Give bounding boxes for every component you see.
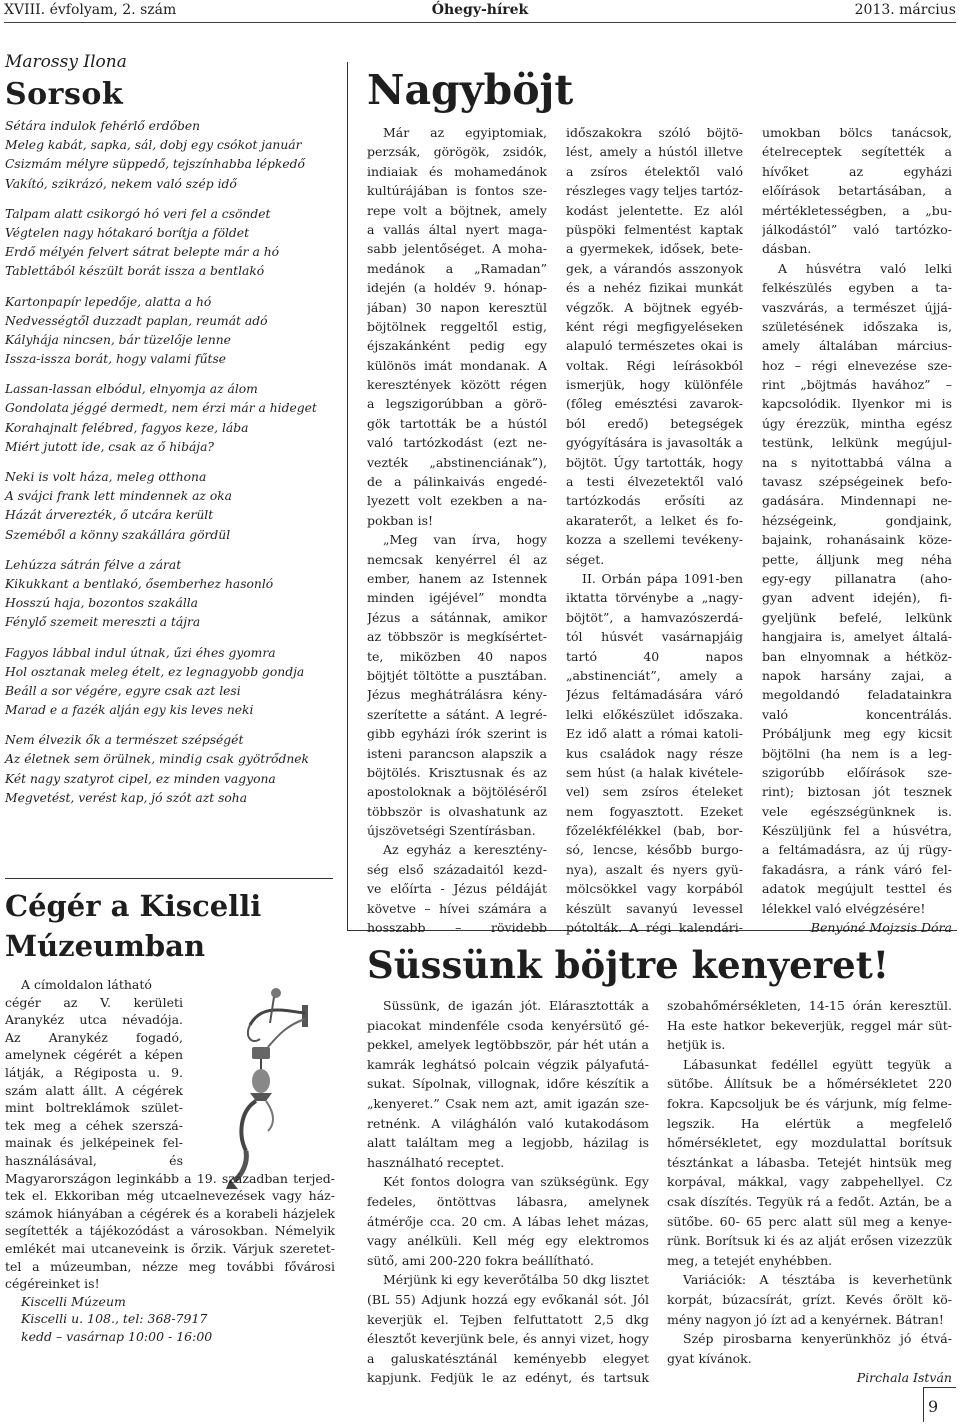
text-line: ség első századaitól kezd- xyxy=(367,861,547,877)
text-line: fedeles, öntöttvas lábasra, amelynek xyxy=(367,1193,649,1209)
ceger-text-line: Az Aranykéz fogadó, xyxy=(5,1029,183,1045)
text-line: jálkodástól” való tartózko- xyxy=(762,221,952,237)
poem-line: Tablettából készült borát issza a bentlakó xyxy=(5,264,265,279)
poem-stanza xyxy=(5,205,335,282)
box-left-border xyxy=(347,62,348,931)
text-line: gadására. Mindennapi ne- xyxy=(762,493,952,509)
ceger-text-line: A címoldalon látható xyxy=(21,977,152,992)
text-line: sukat. Sípolnak, villognak, időre készítik a xyxy=(367,1076,649,1092)
poem-line: Fénylő szemeit mereszti a tájra xyxy=(5,615,201,630)
ceger-text-line: cégér az V. kerületi xyxy=(5,994,183,1010)
text-line: iktatta törvénybe a „nagy- xyxy=(566,590,743,606)
text-line: korpával, mákkal, vagy zabpehellyel. Cz xyxy=(667,1174,952,1190)
ceger-article-title xyxy=(5,886,261,966)
ceger-title-line-1: Cégér a Kiscelli xyxy=(5,889,262,923)
poem-line: Végtelen nagy hótakaró borítja a földet xyxy=(5,225,250,240)
poem-line: Az életnek sem örülnek, mindig csak gyötrődnek xyxy=(5,752,309,767)
text-line: gyógyítására is javasolták a xyxy=(566,435,743,451)
text-line: kozza a szellemi tevékeny- xyxy=(566,532,743,548)
text-line: indiaiak és mohamedánok xyxy=(367,163,547,179)
text-line: végzők. A böjtnek egyéb- xyxy=(566,299,743,315)
text-line: vezték „abstinenciának”), xyxy=(367,454,547,470)
ceger-text-line: használásával, és xyxy=(5,1152,183,1168)
ceger-text-line: cégéreinket is! xyxy=(5,1276,100,1292)
poem-line: Sétára indulok fehérlő erdőben xyxy=(5,119,201,133)
text-line: a vallás által nyert maga- xyxy=(367,221,547,237)
text-line: hangjaira is, amelyet általá- xyxy=(762,629,952,645)
poem-line: Két nagy szatyrot cipel, ez minden vagyona xyxy=(5,771,276,786)
text-line: szigorúbb előírások sze- xyxy=(762,764,952,780)
text-line: ban elnyomnak a hétköz- xyxy=(762,648,952,664)
text-line: „abstinenciát”, amely a xyxy=(566,667,743,683)
text-line: (főleg emésztési zavarok- xyxy=(566,396,743,412)
text-line: „Meg van írva, hogy xyxy=(383,532,547,548)
text-line: ve előírta - Jézus példáját xyxy=(367,881,547,897)
text-line: Süssünk, de igazán jót. Elárasztották a xyxy=(383,998,649,1013)
section-divider xyxy=(5,878,333,879)
text-line: Variációk: A tésztába is keverhetünk xyxy=(683,1272,952,1288)
text-line: kapcsolódik. Ilyenkor mi is xyxy=(762,396,952,412)
text-line: tartózkodás erősíti az xyxy=(566,493,743,509)
volume-issue: XVIII. évfolyam, 2. szám xyxy=(4,2,177,18)
museum-address: Kiscelli u. 108., tel: 368-7917 xyxy=(21,1311,208,1327)
ceger-text-line: Magyarországon leginkább a 19. században terjed- xyxy=(5,1170,335,1186)
text-line: korpát, búzacsírát, grízt. Kevés őrölt kö- xyxy=(667,1291,952,1307)
text-line: hetjük is. xyxy=(667,1037,726,1053)
text-line: való tartózkodást (ezt ne- xyxy=(367,435,547,451)
poem-stanza xyxy=(5,117,335,194)
text-line: isteni parancson alapszik a xyxy=(367,745,547,761)
text-line: tavasz szépségeinek befo- xyxy=(762,474,952,490)
poem-line: Házát árverezték, ő utcára került xyxy=(5,508,214,523)
poem-line: Korahajnalt felébred, fagyos keze, lába xyxy=(5,420,249,435)
text-line: idején (a holdév 9. hónap- xyxy=(367,280,547,296)
text-line: sütőbe. Állítsuk be a hőmérsékletet 220 xyxy=(667,1076,952,1092)
text-line: időszakokra szóló böjtö- xyxy=(566,125,743,140)
text-line: rint „böjtmás havához” – xyxy=(762,377,952,393)
text-line: újszövetségi Szentírásban. xyxy=(367,823,536,839)
text-line: sabb jelentőséget. A moha- xyxy=(367,241,547,257)
poem-line: Marad e a fazék alján egy kis leves neki xyxy=(5,703,254,718)
text-line: de a pálinkaivás engedé- xyxy=(367,474,547,490)
poem-stanza xyxy=(5,293,335,370)
text-line: nya), aszalt és nyers gyü- xyxy=(566,861,743,877)
text-line: ból eredő) betegségek xyxy=(566,415,743,431)
text-line: bajaink, rohanásaink köze- xyxy=(762,532,952,548)
text-line: élesztőt keverjünk bele, és annyi vizet, hogy xyxy=(367,1331,649,1347)
text-line: felkészülés egyben a ta- xyxy=(762,280,952,296)
text-line: böjtöt”, a hamvazószerdá- xyxy=(566,609,743,625)
text-line: fakadásra, a ránk váró fel- xyxy=(762,861,952,877)
poem-line: Meleg kabát, sapka, sál, dobj egy csókot január xyxy=(5,138,302,153)
ceger-text-line: segítették a tájékozódást a városokban. Némelyik xyxy=(5,1223,335,1239)
text-line: pótolták. A régi kalendári- xyxy=(566,920,743,936)
ceger-text-line: tek el. Ekkoriban még utcaelnevezések vagy ház- xyxy=(5,1188,335,1204)
text-line: amely általában március- xyxy=(762,338,952,354)
text-line: kus családok nagy része xyxy=(566,745,743,761)
text-line: a feltámadásra, az új rügy- xyxy=(762,842,952,858)
ceger-text-line: mint boltreklámok szület- xyxy=(5,1100,183,1116)
text-line: szobahőmérsékleten, 14-15 órán keresztül. xyxy=(667,998,952,1013)
poem-line: Nedvességtől duzzadt paplan, reumát adó xyxy=(5,313,268,328)
text-line: úgy érezzük, mintha egész xyxy=(762,415,952,431)
text-line: Jézus meghátrálásra kény- xyxy=(367,687,547,703)
nagybojt-title: Nagyböjt xyxy=(367,66,574,114)
text-line: repe volt a böjtnek, amely xyxy=(367,202,547,218)
ceger-title-line-2: Múzeumban xyxy=(5,929,206,963)
poem-line: Vakító, szikrázó, nekem való szép idő xyxy=(5,176,237,191)
ceger-text-line: mainak és jelképeinek fel- xyxy=(5,1135,183,1151)
text-line: medánok a „Ramadan” xyxy=(367,260,547,276)
ceger-text-line: tel a múzeumban, nézze meg további fővárosi xyxy=(5,1258,335,1274)
text-line: a galuskatésztánál keményebb elegyet xyxy=(367,1350,649,1366)
text-line: Jézus a sátánnak, amikor xyxy=(367,609,547,625)
text-line: nem fogyasztott. Ezeket xyxy=(566,803,743,819)
text-line: legszik. Ha elértük a megfelelő xyxy=(667,1115,952,1131)
text-line: Szép pirosbarna kenyerünkhöz jó étvá- xyxy=(683,1331,952,1347)
text-line: kapjunk. Fedjük le az edényt, és tartsuk xyxy=(367,1370,649,1386)
text-line: főzelékfélékkel (bab, bor- xyxy=(566,823,743,839)
text-line: kamrák leghátsó polcain végzik pályafutá- xyxy=(367,1056,649,1072)
text-line: na s nyitottabbá válna a xyxy=(762,454,952,470)
poem-stanza xyxy=(5,380,335,457)
poem-line: A svájci frank lett mindennek az oka xyxy=(5,489,233,504)
text-line: lelki előkészület időszaka. xyxy=(566,706,743,722)
text-line: pette, álljunk meg néha xyxy=(762,551,952,567)
text-line: sütőbe. 60- 65 perc alatt sül meg a kenye- xyxy=(667,1213,952,1229)
sussunk-column-1 xyxy=(367,996,649,1388)
text-line: séget. xyxy=(566,551,605,567)
text-line: egy-egy pillanatra (aho- xyxy=(762,570,952,586)
ceger-text-line: emlékét mai utcaneveink is őrzik. Várjuk szeretet- xyxy=(5,1240,335,1256)
text-line: II. Orbán pápa 1091-ben xyxy=(582,570,743,586)
poem-stanza xyxy=(5,468,335,545)
text-line: a zsíros ételektől való xyxy=(566,163,743,179)
text-line: Próbáljunk meg egy kicsit xyxy=(762,726,952,742)
text-line: szerítette a sátánt. A legré- xyxy=(367,706,547,722)
text-line: tartó 40 napos xyxy=(566,648,743,664)
text-line: tól húsvét vasárnapjáig xyxy=(566,629,743,645)
page-number-border-vertical xyxy=(923,1387,924,1422)
text-line: „kenyeret.” Csak nem azt, amit igazán sze- xyxy=(367,1095,649,1111)
text-line: piacokat mindenféle csoda kenyérsütő gé- xyxy=(367,1017,649,1033)
text-line: só, lencse, később burgo- xyxy=(566,842,743,858)
text-line: alapuló természetes okai is xyxy=(566,338,743,354)
text-line: sütő, ami 200-220 fokra beállítható. xyxy=(367,1252,594,1268)
text-line: pekkel, amelyek legtöbbször, pár hét után a xyxy=(367,1037,649,1053)
text-line: gyeljünk befelé, lelkünk xyxy=(762,609,952,625)
poem-line: Lassan-lassan elbódul, elnyomja az álom xyxy=(5,382,258,397)
text-line: A húsvétra való lelki xyxy=(778,260,952,276)
text-line: mény nagyon jó ízt ad a kenyérnek. Bátran! xyxy=(667,1311,944,1327)
poem-stanza xyxy=(5,556,335,633)
text-line: akaraterőt, a lelket és fo- xyxy=(566,512,743,528)
ceger-text-line: szám alatt állt. A cégérek xyxy=(5,1082,183,1098)
text-line: születésének időszaka is, xyxy=(762,318,952,334)
text-line: lélekkel való elvégzésére! xyxy=(762,900,926,916)
text-line: lyezett volt ezekben a na- xyxy=(367,493,547,509)
text-line: meg, a tetejét enyhébben. xyxy=(667,1252,833,1268)
text-line: Készüljünk fel a húsvétra, xyxy=(762,823,952,839)
text-line: készült savanyú levessel xyxy=(566,900,743,916)
text-line: ként régi megfigyeléseken xyxy=(566,318,743,334)
text-line: ételreceptek segítették a xyxy=(762,144,952,160)
page-number-border-horizontal xyxy=(923,1387,956,1388)
text-line: te, miközben 40 napos xyxy=(367,648,547,664)
text-line: hívőket az egyházi xyxy=(762,163,952,179)
newspaper-name: Óhegy-hírek xyxy=(431,2,529,18)
text-line: rint); biztosan jót tesznek xyxy=(762,784,952,800)
ceger-article-body xyxy=(5,976,335,1345)
text-line: kodást jelentette. Ez alól xyxy=(566,202,743,218)
ceger-text-line: számok hiányában a cégérek és a korabeli házjelek xyxy=(5,1205,335,1221)
text-line: jában) 30 napon keresztül xyxy=(367,299,547,315)
poem-line: Kikukkant a bentlakó, ősemberhez hasonló xyxy=(5,576,274,591)
text-line: böjtjét töltötte a pusztában. xyxy=(367,667,547,683)
ceger-text-line: amelynek cégérét a képen xyxy=(5,1047,183,1063)
text-line: Ha este hatkor bekeverjük, reggel már süt- xyxy=(667,1017,952,1033)
text-line: vagy anélküli. Kell még egy elektromos xyxy=(367,1233,649,1249)
text-line: hézségeink, gondjaink, xyxy=(762,512,952,528)
text-line: követve – hívei számára a xyxy=(367,900,547,916)
nagybojt-column-1 xyxy=(367,123,547,937)
author-signature: Pirchala István xyxy=(856,1370,952,1386)
text-line: keverjük el. Tejben felfuttatott 2,5 dkg xyxy=(367,1311,649,1327)
text-line: (BL 55) Adjunk hozzá egy evőkanál sót. Jól xyxy=(367,1291,649,1307)
text-line: umokban bölcs tanácsok, xyxy=(762,125,952,140)
text-line: használható receptet. xyxy=(367,1154,505,1170)
text-line: Már az egyiptomiak, xyxy=(383,125,547,140)
text-line: böjtölés. Krisztusnak és az xyxy=(367,764,547,780)
text-line: apostoloknak a böjtöléséről xyxy=(367,784,547,800)
text-line: Jézus feltámadására váró xyxy=(566,687,743,703)
poem-line: Megvetést, verést kap, jó szót azt soha xyxy=(5,790,248,805)
poem-line: Gondolata jéggé dermedt, nem érzi már a hideget xyxy=(5,401,317,416)
sussunk-column-2 xyxy=(667,996,952,1388)
text-line: gek, a várandós asszonyok xyxy=(566,260,743,276)
text-line: minden igéjével” mondta xyxy=(367,590,547,606)
text-line: éjszakánként pedig egy xyxy=(367,338,547,354)
text-line: gyat kívánok. xyxy=(667,1350,752,1366)
text-line: pokban is! xyxy=(367,512,434,528)
poem-stanza xyxy=(5,731,335,808)
text-line: Lábasunkat fedéllel együtt tegyük a xyxy=(683,1056,952,1072)
page-header xyxy=(4,0,956,22)
poem-line: Nem élvezik ők a természet szépségét xyxy=(5,733,244,748)
text-line: különös imát mondanak. A xyxy=(367,357,547,373)
text-line: nemcsak kenyérrel él az xyxy=(367,551,547,567)
nagybojt-column-3 xyxy=(762,123,952,937)
text-line: vaszvárás, a természet újjá- xyxy=(762,299,952,315)
text-line: való koncentrálás. xyxy=(762,706,952,722)
text-line: hosszabb – rövidebb xyxy=(367,920,547,936)
text-line: perzsák, görögök, zsidók, xyxy=(367,144,547,160)
text-line: gyan advent idején), fi- xyxy=(762,590,952,606)
sussunk-title: Süssünk böjtre kenyeret! xyxy=(367,943,890,987)
poem-title: Sorsok xyxy=(5,77,124,112)
ceger-text-line: tek meg a céhek szerszá- xyxy=(5,1117,183,1133)
text-line: böjtöt. Úgy tartották, hogy xyxy=(566,454,743,470)
poem-line: Csizmám mélyre süppedő, tejszínhabba lépkedő xyxy=(5,157,305,172)
poem-body xyxy=(5,117,335,819)
poem-line: Hol osztanak meleg ételt, ez legnagyobb gondja xyxy=(5,664,305,679)
text-line: mölcsökkel vagy korpából xyxy=(566,881,743,897)
poem-author: Marossy Ilona xyxy=(5,52,127,72)
text-line: gök tartották be a hústól xyxy=(367,415,547,431)
text-line: megoldandó feladatainkra xyxy=(762,687,952,703)
text-line: többször is olvashatunk az xyxy=(367,803,547,819)
author-signature: Benyóné Mojzsis Dóra xyxy=(810,920,952,936)
poem-line: Lehúzza sátrán félve a zárat xyxy=(5,557,182,572)
text-line: átmérője cca. 20 cm. A lábas lehet mázas, xyxy=(367,1213,649,1229)
text-line: tésztánkat a lábasba. Tetejét hintsük meg xyxy=(667,1154,952,1170)
text-line: előírások betartásában, a xyxy=(762,183,952,199)
poem-line: Issza-issza borát, hogy valami fűtse xyxy=(5,352,227,367)
poem-line: Kartonpapír lepedője, alatta a hó xyxy=(5,294,212,309)
text-line: alatt találtam meg a legjobb, házilag is xyxy=(367,1135,649,1151)
text-line: sem húst (a halak kivétele- xyxy=(566,764,743,780)
poem-line: Szeméből a könny szakállára gördül xyxy=(5,527,231,542)
text-line: az többször is megkísértet- xyxy=(367,629,547,645)
header-divider xyxy=(4,22,956,23)
ceger-text-line: Aranykéz utca névadója. xyxy=(5,1012,183,1028)
text-line: a gyermekek, idősek, bete- xyxy=(566,241,743,257)
poem-line: Hosszú haja, bozontos szakálla xyxy=(5,596,199,611)
text-line: napok harsány zajai, a xyxy=(762,667,952,683)
nagybojt-column-2 xyxy=(566,123,743,937)
text-line: adatok megújult testtel és xyxy=(762,881,952,897)
text-line: hőmérsékletet, egy mozdulattal borítsuk xyxy=(667,1135,952,1151)
poem-line: Fagyos lábbal indul útnak, űzi éhes gyomra xyxy=(5,645,276,660)
text-line: retnénk. A világhálón való kutakodásom xyxy=(367,1115,649,1131)
text-line: testünk, lelkünk megújul- xyxy=(762,435,952,451)
text-line: csak díszítés. Tegyük rá a fedőt. Aztán, be a xyxy=(667,1193,952,1209)
text-line: a testi élvezetektől való xyxy=(566,474,743,490)
text-line: fokra. Kapcsoljuk be és várjunk, míg felme- xyxy=(667,1095,952,1111)
poem-stanza xyxy=(5,644,335,721)
text-line: püspöki felmentést kaptak xyxy=(566,221,743,237)
text-line: böjtölni (ha nem is a leg- xyxy=(762,745,952,761)
text-line: Az egyház a keresztény- xyxy=(383,842,547,858)
text-line: Ez idő alatt a római katoli- xyxy=(566,726,743,742)
text-line: ember, hanem az Istennek xyxy=(367,570,547,586)
text-line: vel) sem zsíros ételeket xyxy=(566,784,743,800)
text-line: vele egészségünknek is. xyxy=(762,803,952,819)
text-line: Két fontos dologra van szükségünk. Egy xyxy=(383,1174,649,1190)
text-line: hoz – régi elnevezése sze- xyxy=(762,357,952,373)
ceger-text-line: látják, a Régiposta u. 9. xyxy=(5,1064,183,1080)
text-line: részleges vagy teljes tartóz- xyxy=(566,183,743,199)
text-line: és a nehéz fizikai munkát xyxy=(566,280,743,296)
issue-date: 2013. március xyxy=(854,2,956,18)
poem-line: Beáll a sor végére, egyre csak azt lesi xyxy=(5,683,241,698)
poem-line: Miért jutott ide, csak az ő hibája? xyxy=(5,439,215,454)
text-line: böjtölnek reggeltől estig, xyxy=(367,318,547,334)
text-line: lést, amely a hústól illetve xyxy=(566,144,743,160)
museum-name: Kiscelli Múzeum xyxy=(21,1293,126,1309)
text-line: kultúrájában is fontos sze- xyxy=(367,183,547,199)
museum-hours: kedd – vasárnap 10:00 - 16:00 xyxy=(21,1328,213,1344)
text-line: voltak. Régi leírásokból xyxy=(566,357,743,373)
text-line: keresztények között régen xyxy=(367,377,547,393)
text-line: ismerjük, hogy különféle xyxy=(566,377,743,393)
poem-line: Kályhája nincsen, bár tüzelője lenne xyxy=(5,332,231,347)
text-line: dásban. xyxy=(762,241,812,257)
poem-line: Neki is volt háza, meleg otthona xyxy=(5,470,207,484)
text-line: gibb egyházi írók szerint is xyxy=(367,726,547,742)
text-line: Mérjünk ki egy keverőtálba 50 dkg lisztet xyxy=(383,1272,649,1288)
poem-line: Talpam alatt csikorgó hó veri fel a csöndet xyxy=(5,206,271,221)
text-line: rünk. Borítsuk ki és az alját erősen vizezzük xyxy=(667,1233,952,1249)
text-line: a legszigorúbban a görö- xyxy=(367,396,547,412)
page-number: 9 xyxy=(928,1397,939,1416)
poem-line: Erdő mélyén felvert sátrat belepte már a hó xyxy=(5,245,280,260)
text-line: mértékletességben, a „bu- xyxy=(762,202,952,218)
